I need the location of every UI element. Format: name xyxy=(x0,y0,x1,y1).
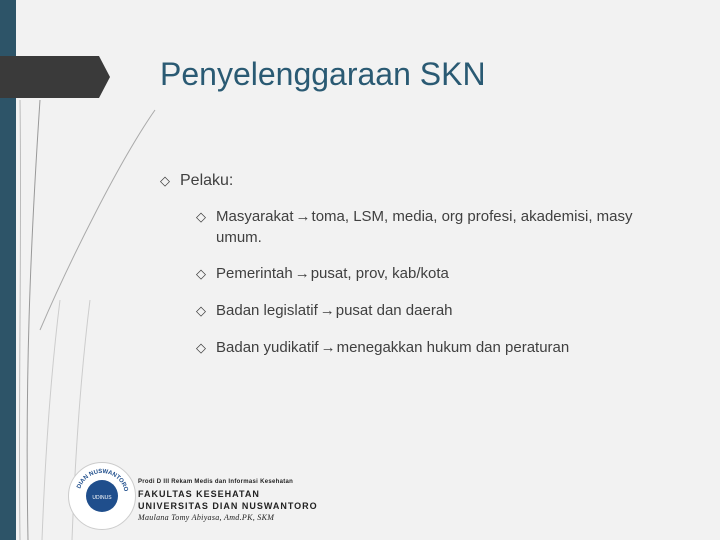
sub-bullet-left: Badan yudikatif xyxy=(216,339,319,356)
footer-text xyxy=(138,476,318,524)
sub-bullet-left: Badan legislatif xyxy=(216,302,318,319)
diamond-outline-icon: ◇ xyxy=(196,340,206,355)
footer-faculty: FAKULTAS KESEHATAN xyxy=(138,489,260,499)
svg-text:UDINUS: UDINUS xyxy=(92,495,112,501)
sub-bullet-right: pusat, prov, kab/kota xyxy=(310,265,449,282)
sub-bullet xyxy=(196,337,680,359)
diamond-outline-icon: ◇ xyxy=(196,266,206,281)
sub-bullet-text xyxy=(216,263,449,284)
right-arrow-icon: → xyxy=(295,208,311,225)
sub-bullet-left: Pemerintah xyxy=(216,265,293,282)
sub-bullet-text xyxy=(216,337,569,358)
sub-bullet xyxy=(196,300,680,322)
footer-author: Maulana Tomy Abiyasa, Amd.PK, SKM xyxy=(138,513,275,522)
slide-content xyxy=(160,170,680,374)
sub-bullet-text xyxy=(216,300,453,321)
diamond-outline-icon: ◇ xyxy=(196,209,206,224)
seal-lettering xyxy=(69,463,135,529)
right-arrow-icon: → xyxy=(320,339,336,356)
svg-text:DIAN NUSWANTORO: DIAN NUSWANTORO xyxy=(76,468,129,493)
title-tab xyxy=(0,56,110,98)
sub-bullet xyxy=(196,263,680,285)
sub-bullet-right: menegakkan hukum dan peraturan xyxy=(336,339,570,356)
sub-bullet-right: pusat dan daerah xyxy=(335,302,453,319)
diamond-outline-icon: ◇ xyxy=(160,173,170,188)
sub-bullet-left: Masyarakat xyxy=(216,208,294,225)
main-bullet xyxy=(160,170,680,192)
right-arrow-icon: → xyxy=(294,265,310,282)
sub-bullet xyxy=(196,206,680,248)
diamond-outline-icon: ◇ xyxy=(196,303,206,318)
footer-university: UNIVERSITAS DIAN NUSWANTORO xyxy=(138,501,318,511)
right-arrow-icon: → xyxy=(319,302,335,319)
footer-program: Prodi D III Rekam Medis dan Informasi Kesehatan xyxy=(138,479,294,485)
sub-bullet-text xyxy=(216,206,680,248)
footer xyxy=(68,462,488,532)
university-seal-logo xyxy=(68,462,136,530)
main-bullet-text: Pelaku: xyxy=(180,172,234,189)
slide-title: Penyelenggaraan SKN xyxy=(160,56,486,92)
sub-bullet-right: toma, LSM, media, org profesi, akademisi, masy umum. xyxy=(216,208,633,246)
